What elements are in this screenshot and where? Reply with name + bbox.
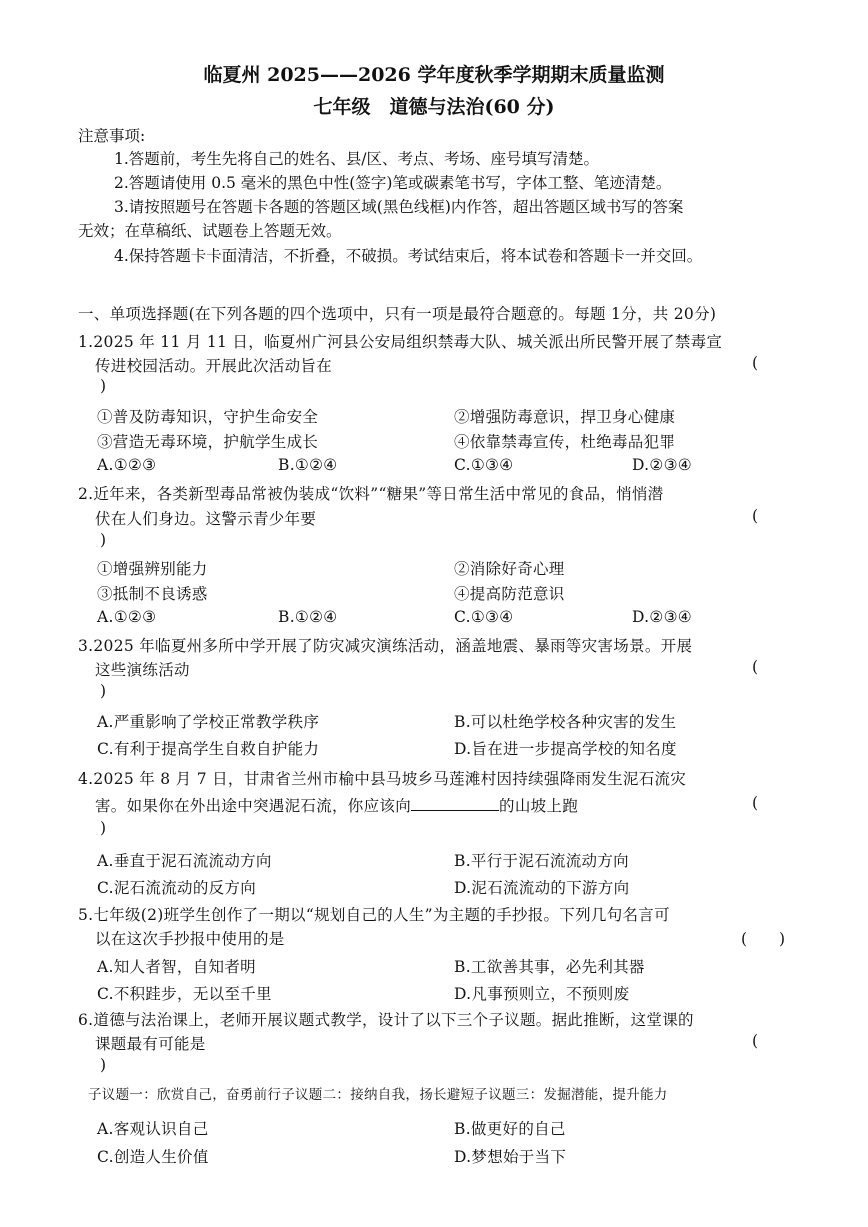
answer-paren-close: )	[100, 377, 107, 395]
notice-item: 3.请按照题号在答题卡各题的答题区域(黑色线框)内作答，超出答题区域书写的答案	[114, 198, 684, 216]
answer-paren-close: )	[100, 531, 107, 549]
answer-paren: ( )	[741, 930, 786, 948]
question-stem: 课题最有可能是	[95, 1035, 206, 1053]
option-a: A.①②③	[97, 608, 157, 626]
section-heading: 一、单项选择题(在下列各题的四个选项中，只有一项是最符合题意的。每题 1分，共 20分)	[78, 305, 717, 323]
option-b: B.做更好的自己	[454, 1120, 566, 1138]
question-stem: 6.道德与法治课上，老师开展议题式教学，设计了以下三个子议题。据此推断，这堂课的	[78, 1011, 694, 1029]
question-stem: 2.近年来，各类新型毒品常被伪装成“饮料”“糖果”等日常生活中常见的食品，悄悄潜	[78, 485, 664, 503]
option-a: A.垂直于泥石流流动方向	[97, 852, 272, 870]
question-stem: 传进校园活动。开展此次活动旨在	[95, 357, 333, 375]
answer-paren-open: (	[752, 658, 759, 676]
question-stem: 1.2025 年 11 月 11 日，临夏州广河县公安局组织禁毒大队、城关派出所民警开展了禁毒宣	[78, 333, 723, 351]
option-d: D.泥石流流动的下游方向	[454, 879, 630, 897]
answer-paren-close: )	[100, 682, 107, 700]
answer-paren-open: (	[752, 507, 759, 525]
option-b: B.工欲善其事，必先利其器	[454, 958, 645, 976]
question-stem	[95, 794, 578, 816]
exam-title: 临夏州 2025——2026 学年度秋季学期期末质量监测	[203, 64, 665, 86]
notice-item: 无效；在草稿纸、试题卷上答题无效。	[78, 222, 342, 240]
notice-item: 4.保持答题卡卡面清洁，不折叠，不破损。考试结束后，将本试卷和答题卡一并交回。	[114, 247, 703, 265]
question-stem: 这些演练活动	[95, 661, 190, 679]
option-c: C.创造人生价值	[97, 1148, 209, 1166]
exam-subtitle: 七年级 道德与法治(60 分)	[313, 96, 555, 118]
statement-4: ④依靠禁毒宣传，杜绝毒品犯罪	[454, 433, 676, 451]
option-a: A.知人者智，自知者明	[97, 958, 256, 976]
statement-3: ③营造无毒环境，护航学生成长	[97, 433, 319, 451]
option-b: B.①②④	[278, 608, 338, 626]
question-stem-part: 的山坡上跑	[499, 797, 579, 815]
statement-2: ②消除好奇心理	[454, 560, 565, 578]
answer-paren-open: (	[752, 1032, 759, 1050]
option-c: C.泥石流流动的反方向	[97, 879, 257, 897]
question-stem: 伏在人们身边。这警示青少年要	[95, 510, 317, 528]
option-b: B.平行于泥石流流动方向	[454, 852, 629, 870]
notice-heading: 注意事项:	[78, 127, 146, 145]
notice-item: 1.答题前，考生先将自己的姓名、县/区、考点、考场、座号填写清楚。	[114, 150, 600, 168]
option-a: A.客观认识自己	[97, 1120, 209, 1138]
fill-blank	[411, 796, 499, 811]
notice-item: 2.答题请使用 0.5 毫米的黑色中性(签字)笔或碳素笔书写，字体工整、笔迹清楚。	[114, 174, 672, 192]
option-c: C.①③④	[454, 456, 514, 474]
option-d: D.旨在进一步提高学校的知名度	[454, 740, 677, 758]
answer-paren-open: (	[752, 794, 759, 812]
option-b: B.可以杜绝学校各种灾害的发生	[454, 713, 677, 731]
question-stem: 以在这次手抄报中使用的是	[95, 930, 285, 948]
option-a: A.①②③	[97, 456, 157, 474]
question-stem-part: 害。如果你在外出途中突遇泥石流，你应该向	[95, 797, 412, 815]
option-c: C.不积跬步，无以至千里	[97, 985, 272, 1003]
statement-1: ①普及防毒知识，守护生命安全	[97, 408, 319, 426]
option-c: C.①③④	[454, 608, 514, 626]
answer-paren-close: )	[100, 819, 107, 837]
sub-topics: 子议题一：欣赏自己，奋勇前行子议题二：接纳自我，扬长避短子议题三：发掘潜能，提升能力	[88, 1087, 668, 1103]
question-stem: 3.2025 年临夏州多所中学开展了防灾减灾演练活动，涵盖地震、暴雨等灾害场景。开展	[78, 637, 693, 655]
question-stem: 5.七年级(2)班学生创作了一期以“规划自己的人生”为主题的手抄报。下列几句名言可	[78, 906, 670, 924]
option-d: D.②③④	[632, 608, 692, 626]
statement-1: ①增强辨别能力	[97, 560, 208, 578]
option-d: D.②③④	[632, 456, 692, 474]
statement-3: ③抵制不良诱惑	[97, 585, 208, 603]
answer-paren-close: )	[100, 1056, 107, 1074]
statement-4: ④提高防范意识	[454, 585, 565, 603]
option-c: C.有利于提高学生自救自护能力	[97, 740, 320, 758]
statement-2: ②增强防毒意识，捍卫身心健康	[454, 408, 676, 426]
option-a: A.严重影响了学校正常教学秩序	[97, 713, 320, 731]
answer-paren-open: (	[752, 354, 759, 372]
option-d: D.梦想始于当下	[454, 1148, 567, 1166]
option-b: B.①②④	[278, 456, 338, 474]
option-d: D.凡事预则立，不预则废	[454, 985, 630, 1003]
question-stem: 4.2025 年 8 月 7 日，甘肃省兰州市榆中县马坡乡马莲滩村因持续强降雨发生泥石流灾	[78, 770, 687, 788]
